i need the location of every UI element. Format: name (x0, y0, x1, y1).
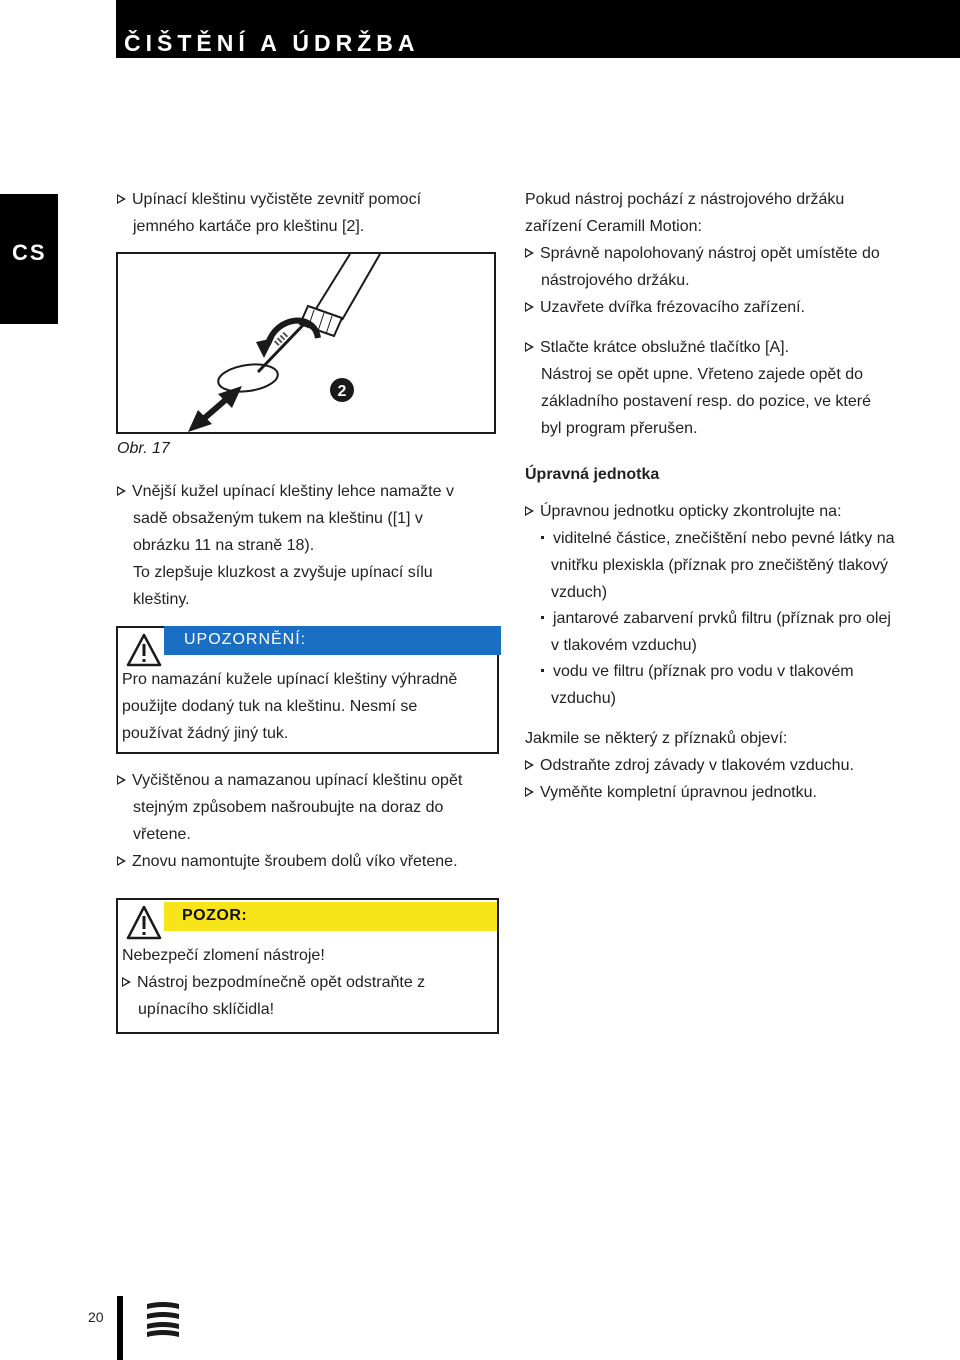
section-header (116, 0, 960, 58)
language-tab (0, 194, 58, 324)
step-reinstall-collet: Vyčištěnou a namazanou upínací kleštinu opět (117, 767, 462, 794)
move-arrow-icon (188, 386, 242, 432)
notice-box (116, 626, 499, 754)
step-press-button: Stlačte krátce obslužné tlačítko [A]. (525, 334, 789, 361)
tool-holder-intro: Pokud nástroj pochází z nástrojového držáku (525, 191, 845, 208)
caution-step-cont: upínacího sklíčidla! (138, 1001, 275, 1018)
footer-divider (117, 1296, 123, 1360)
step-arrow-icon (117, 775, 126, 785)
step-clean-collet-cont: jemného kartáče pro kleštinu [2]. (133, 218, 365, 235)
notice-text: použijte dodaný tuk na kleštinu. Nesmí se (122, 698, 418, 715)
notice-header (164, 626, 501, 655)
step-grease-cone-cont: kleštiny. (133, 591, 190, 608)
step-arrow-icon (117, 856, 126, 866)
page-number: 20 (88, 1309, 104, 1325)
step-grease-cone-cont: sadě obsaženým tukem na kleštinu ([1] v (133, 510, 423, 527)
symptom-item-cont: vzduch) (551, 584, 608, 601)
step-close-door: Uzavřete dvířka frézovacího zařízení. (525, 294, 805, 321)
step-inspect-unit: Úpravnou jednotku opticky zkontrolujte na: (525, 498, 842, 525)
notice-text: používat žádný jiný tuk. (122, 725, 289, 742)
caution-text: Nebezpečí zlomení nástroje! (122, 947, 325, 964)
brand-logo-icon (145, 1300, 181, 1338)
step-grease-cone: Vnější kužel upínací kleštiny lehce namažte v (117, 478, 454, 505)
caution-title: POZOR: (182, 907, 248, 924)
bullet-icon (541, 616, 544, 619)
step-arrow-icon (525, 787, 534, 797)
step-arrow-icon (525, 506, 534, 516)
brush-icon (216, 322, 306, 395)
symptom-item-cont: vzduchu) (551, 690, 616, 707)
caution-triangle-icon (126, 904, 162, 942)
section-heading: Úpravná jednotka (525, 466, 660, 483)
section-title: ČIŠTĚNÍ A ÚDRŽBA (124, 30, 420, 56)
step-arrow-icon (117, 486, 126, 496)
callout-number: 2 (337, 383, 347, 400)
caution-step: Nástroj bezpodmínečně opět odstraňte z (122, 969, 425, 996)
step-clean-collet: Upínací kleštinu vyčistěte zevnitř pomocí (117, 186, 421, 213)
step-press-button-cont: Nástroj se opět upne. Vřeteno zajede opět do (541, 366, 863, 383)
step-arrow-icon (122, 977, 131, 987)
step-remove-fault: Odstraňte zdroj závady v tlakovém vzduchu. (525, 752, 854, 779)
step-place-tool: Správně napolohovaný nástroj opět umístěte do (525, 240, 880, 267)
notice-text: Pro namazání kužele upínací kleštiny výhradně (122, 671, 458, 688)
step-arrow-icon (525, 342, 534, 352)
caution-header (164, 902, 497, 931)
step-reinstall-collet-cont: stejným způsobem našroubujte na doraz do (133, 799, 444, 816)
bullet-icon (541, 536, 544, 539)
step-reinstall-collet-cont: vřetene. (133, 826, 191, 843)
figure-caption: Obr. 17 (117, 440, 170, 457)
tool-holder-intro-cont: zařízení Ceramill Motion: (525, 218, 702, 235)
bullet-icon (541, 669, 544, 672)
symptom-item: viditelné částice, znečištění nebo pevné látky na (541, 525, 895, 552)
step-mount-cover: Znovu namontujte šroubem dolů víko vřetene. (117, 848, 458, 875)
language-code: CS (12, 240, 47, 265)
warning-triangle-icon (126, 632, 162, 668)
step-grease-cone-cont: obrázku 11 na straně 18). (133, 537, 315, 554)
step-press-button-cont: základního postavení resp. do pozice, ve které (541, 393, 871, 410)
step-press-button-cont: byl program přerušen. (541, 420, 698, 437)
caution-box (116, 898, 499, 1034)
step-arrow-icon (525, 302, 534, 312)
step-place-tool-cont: nástrojového držáku. (541, 272, 690, 289)
symptom-item-cont: vnitřku plexiskla (příznak pro znečištěný tlakový (551, 557, 889, 574)
symptom-item: vodu ve filtru (příznak pro vodu v tlakovém (541, 658, 854, 685)
symptom-item-cont: v tlakovém vzduchu) (551, 637, 697, 654)
collet-brush-illustration (118, 254, 496, 434)
step-grease-cone-cont: To zlepšuje kluzkost a zvyšuje upínací sílu (133, 564, 433, 581)
step-arrow-icon (525, 760, 534, 770)
step-arrow-icon (525, 248, 534, 258)
step-arrow-icon (117, 194, 126, 204)
symptom-item: jantarové zabarvení prvků filtru (příznak pro olej (541, 605, 891, 632)
figure-17 (116, 252, 496, 434)
step-replace-unit: Vyměňte kompletní úpravnou jednotku. (525, 779, 817, 806)
notice-title: UPOZORNĚNÍ: (184, 631, 307, 648)
symptom-intro: Jakmile se některý z příznaků objeví: (525, 730, 788, 747)
